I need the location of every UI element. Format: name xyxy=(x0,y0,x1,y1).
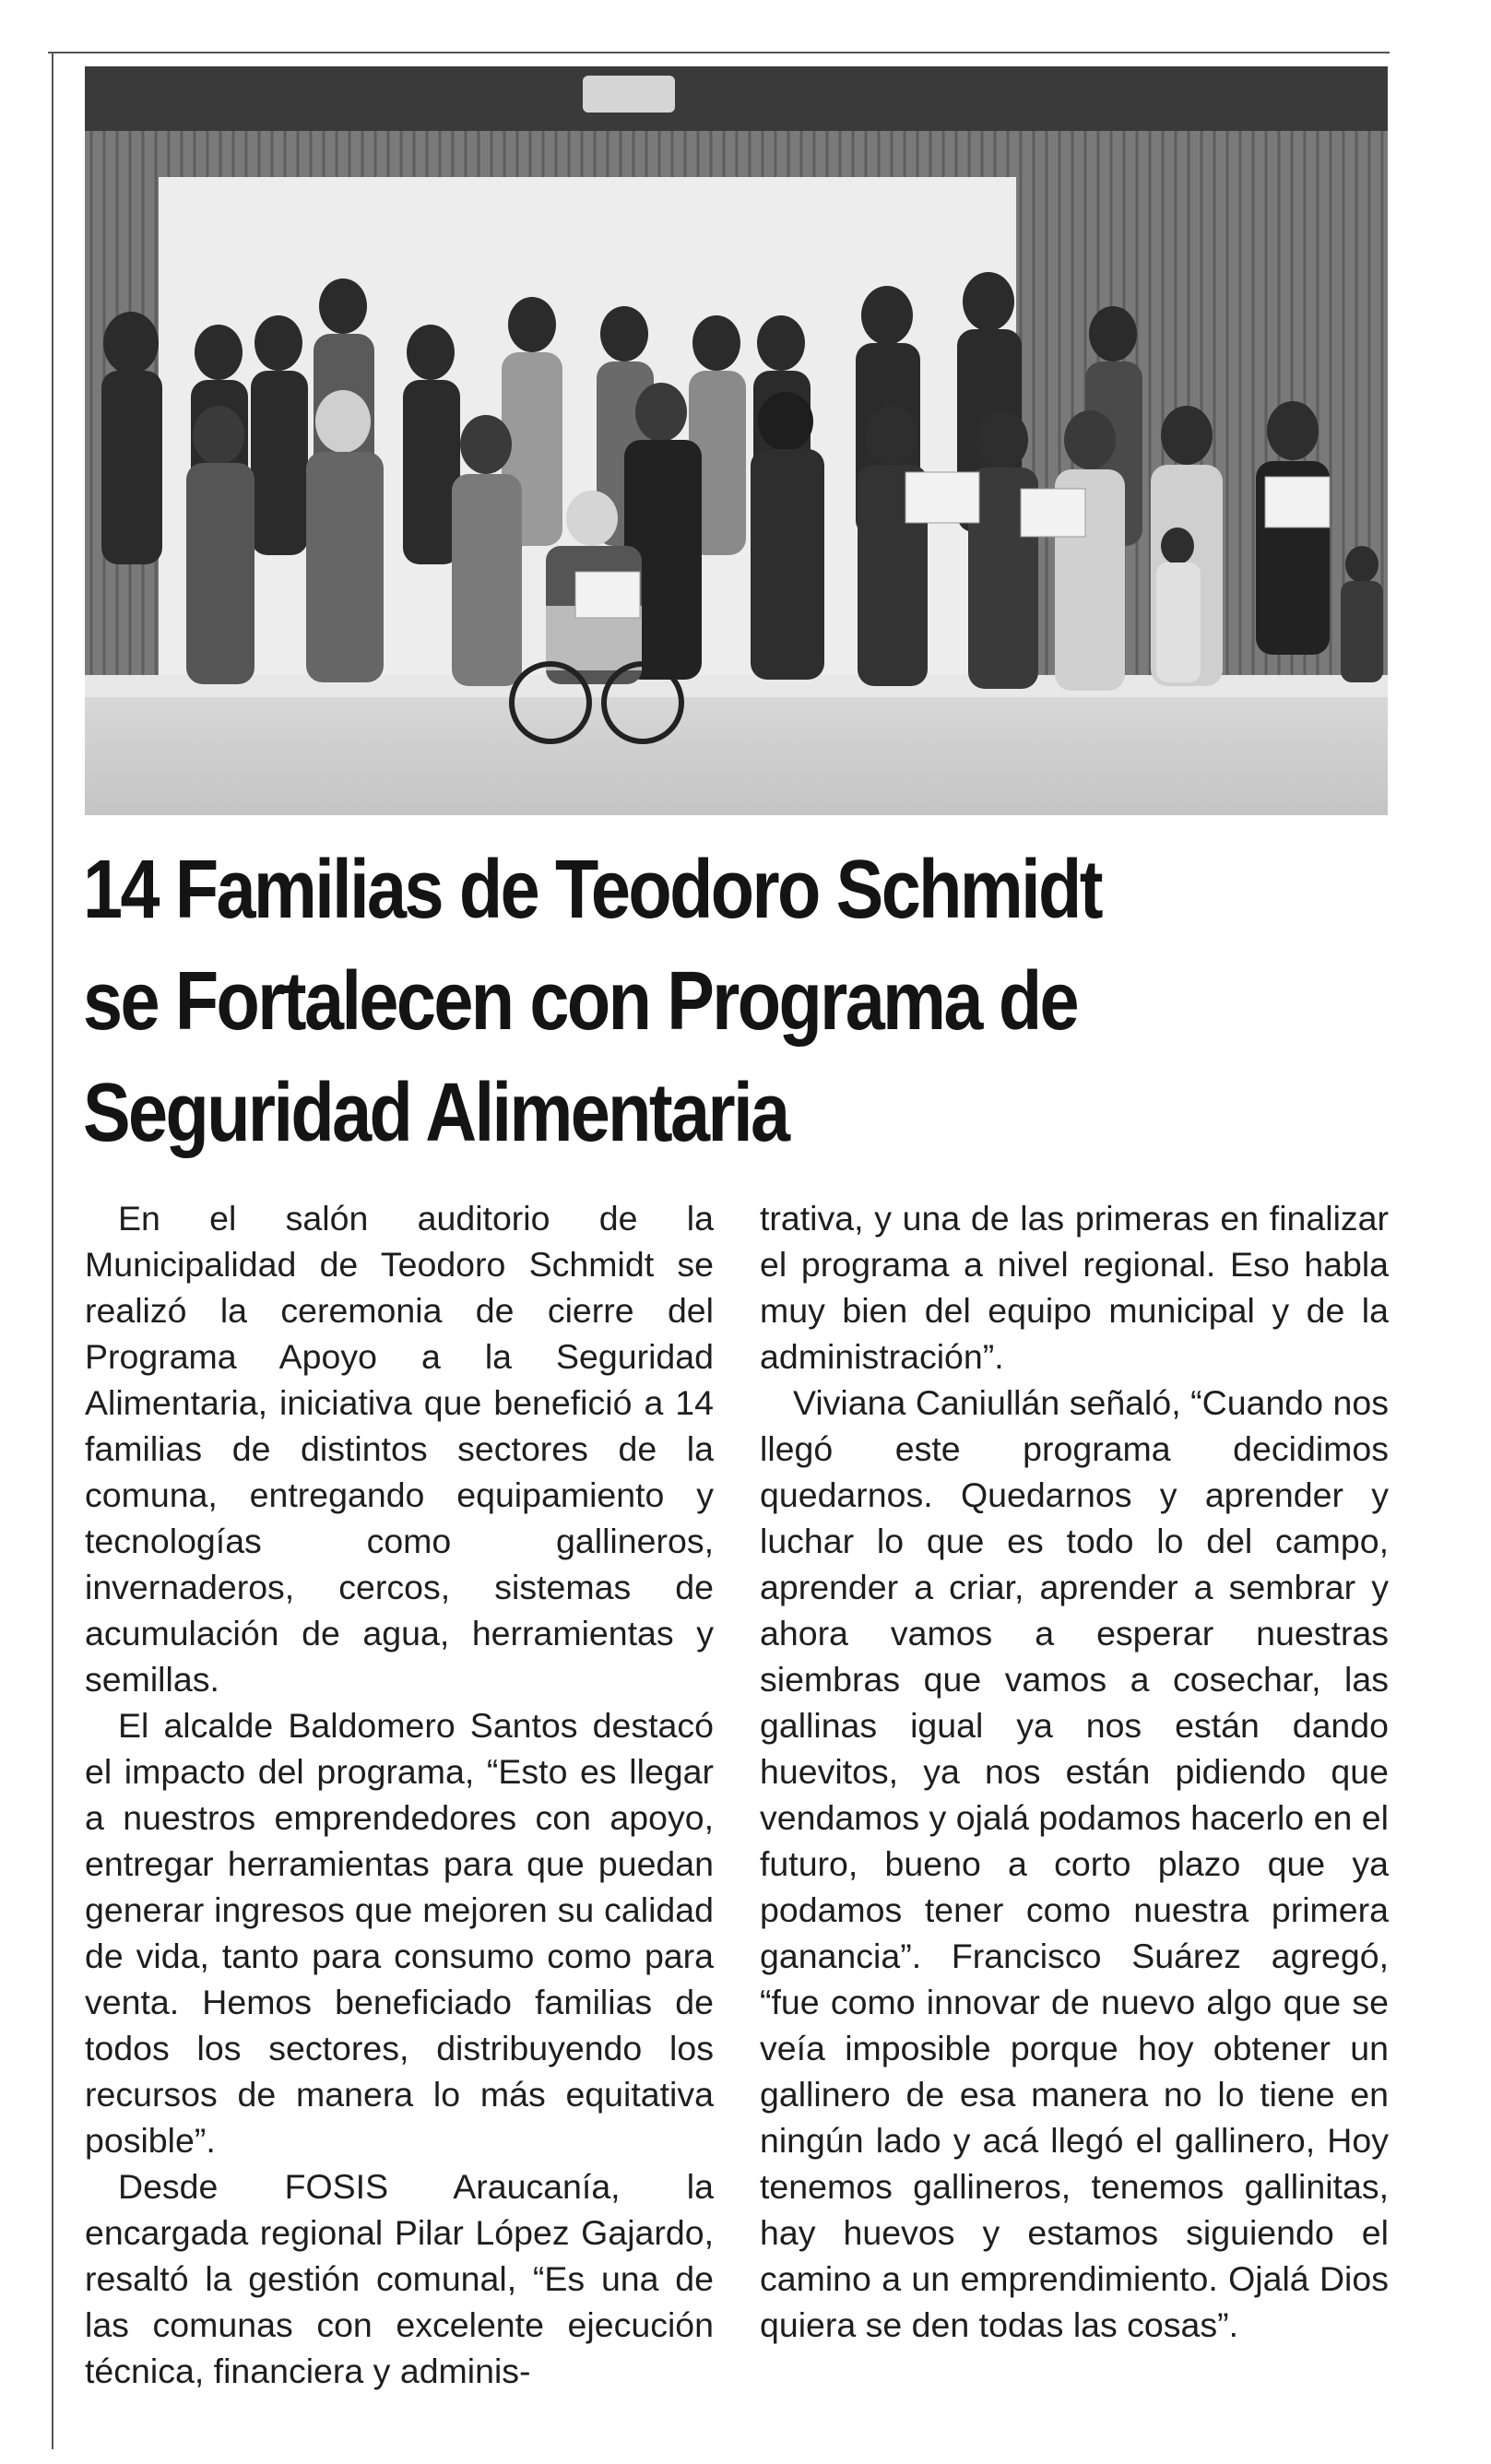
paragraph-mayor-quote: El alcalde Baldomero Santos destacó el impacto del programa, “Esto es llegar a nuestros emprendedores con apoyo, entregar herramientas para que puedan generar ingresos que mejoren su calidad de vida, tanto para consumo como para venta. Hemos beneficiado familias de todos los sectores, distribuyendo los recursos de manera lo más equitativa posible”. xyxy=(85,1706,714,2160)
paragraph-fosis: Desde FOSIS Araucanía, la encargada regional Pilar López Gajardo, resaltó la gestión comunal, “Es una de las comunas con excelente ejecución técnica, financiera y adminis- xyxy=(85,2167,714,2390)
headline xyxy=(83,835,1402,1169)
headline-line-2: se Fortalecen con Programa de xyxy=(83,955,1077,1048)
group-photo-image xyxy=(85,66,1388,815)
paragraph-fosis-continued: trativa, y una de las primeras en finalizar el programa a nivel regional. Eso habla muy bien del equipo municipal y de la administración”. xyxy=(760,1199,1389,1376)
article-column-right xyxy=(760,1195,1389,2348)
top-rule xyxy=(48,52,1390,53)
paragraph-intro: En el salón auditorio de la Municipalidad de Teodoro Schmidt se realizó la ceremonia de cierre del Programa Apoyo a la Seguridad Alimentaria, iniciativa que benefició a 14 familias de distintos sectores de la comuna, entregando equipamiento y tecnologías como gallineros, invernaderos, cercos, sistemas de acumulación de agua, herramientas y semillas. xyxy=(85,1199,714,1699)
left-rule xyxy=(52,52,53,2449)
paragraph-beneficiaries: Viviana Caniullán señaló, “Cuando nos llegó este programa decidimos quedarnos. Quedarnos y aprender y luchar lo que es todo lo del campo, aprender a criar, aprender a sembrar y ahora vamos a esperar nuestras siembras que vamos a cosechar, las gallinas igual ya nos están dando huevitos, ya nos están pidiendo que vendamos y ojalá podamos hacerlo en el futuro, bueno a corto plazo que ya podamos tener como nuestra primera ganancia”. Francisco Suárez agregó, “fue como innovar de nuevo algo que se veía imposible porque hoy obtener un gallinero de esa manera no lo tiene en ningún lado y acá llegó el gallinero, Hoy tenemos gallineros, tenemos gallinitas, hay huevos y estamos siguiendo el camino a un emprendimiento. Ojalá Dios quiera se den todas las cosas”. xyxy=(760,1383,1389,2344)
headline-line-1: 14 Familias de Teodoro Schmidt xyxy=(83,844,1101,936)
headline-line-3: Seguridad Alimentaria xyxy=(83,1067,788,1159)
article-column-left xyxy=(85,1195,714,2394)
group-photo xyxy=(85,66,1388,815)
